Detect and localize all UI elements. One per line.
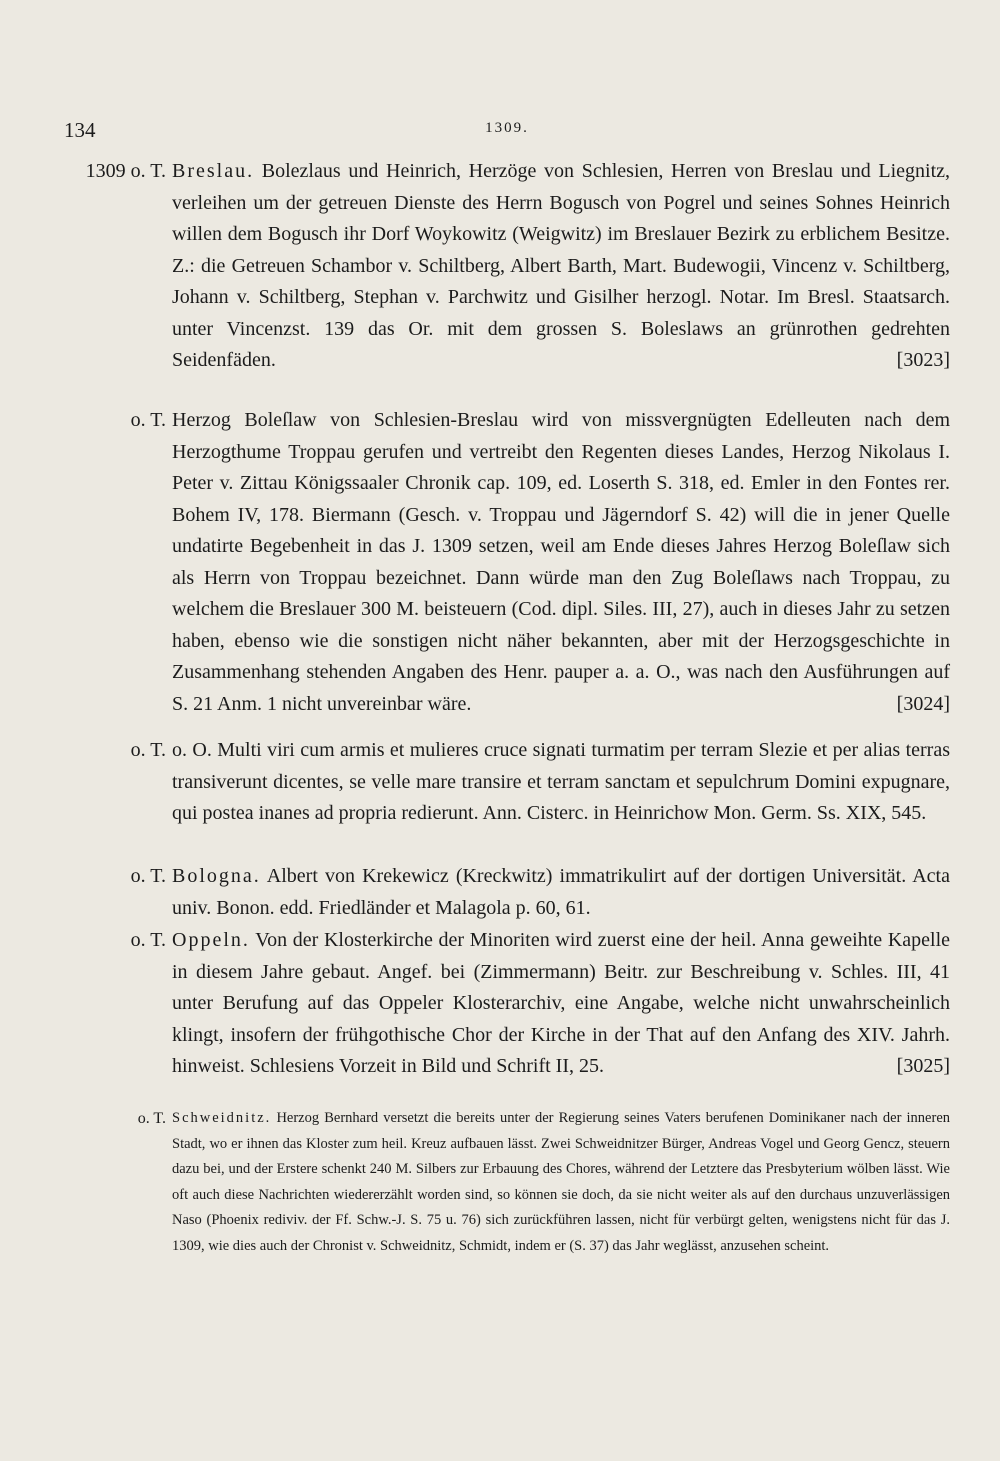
entry-body: Albert von Krekewicz (Kreckwitz) immatrikulirt auf der dortigen Universität. Acta univ. Bonon. edd. Friedländer et Malagola p. 60, 61. — [172, 865, 950, 919]
entry-date: o. T. — [130, 865, 166, 887]
regest-entry-3024 — [62, 405, 950, 720]
entry-number: [3023] — [896, 349, 950, 371]
regest-entry-3023 — [62, 156, 950, 377]
entry-body: Herzog Bernhard versetzt die bereits unter der Regierung seines Vaters berufenen Dominikaner nach der inneren Stadt, wo er ihnen das Kloster zum heil. Kreuz aufbauen lässt. Zwei Schweidnitzer Bürger, Andreas Vogel und Georg Gencz, steuern dazu bei, und der Erstere schenkt 240 M. Silbers zur Erbauung des Chores, während der Letztere das Presbyterium wölben lässt. Wie oft auch diese Nachrichten wiedererzählt worden sind, so können sie doch, da sie nicht weiter als auf den durchaus unzuverlässigen Naso (Phoenix rediviv. der Ff. Schw.-J. S. 75 u. 76) sich zurückführen lassen, nicht für verbürgt gelten, wenigstens nicht für das J. 1309, wie dies auch der Chronist v. Schweidnitz, Schmidt, indem er (S. 37) das Jahr weglässt, anzusehen scheint. — [172, 1110, 951, 1254]
page-header — [64, 118, 950, 142]
entry-body: Multi viri cum armis et mulieres cruce signati turmatim per terram Slezie et per alias terras transiverunt dicentes, se velle mare transire et terram sanctam et sepulchrum Domini expugnare, qui postea inanes ad propria redierunt. Ann. Cisterc. in Heinrichow Mon. Germ. Ss. XIX, 545. — [172, 739, 951, 824]
entry-place: Schweidnitz. — [172, 1110, 272, 1126]
regest-entry-3025 — [62, 925, 950, 1083]
entry-date: o. T. — [130, 929, 166, 951]
entry-body: Herzog Boleſlaw von Schlesien-Breslau wird von missvergnügten Edelleuten nach dem Herzogthume Troppau gerufen und vertreibt den Regenten dieses Landes, Herzog Nikolaus I. Peter v. Zittau Königssaaler Chronik cap. 109, ed. Loserth S. 318, ed. Emler in den Fontes rer. Bohem IV, 178. Biermann (Gesch. v. Troppau und Jägerndorf S. 42) will die in jener Quelle undatirte Begebenheit in das J. 1309 setzen, weil am Ende dieses Jahres Herzog Boleſlaw sich als Herrn von Troppau bezeichnet. Dann würde man den Zug Boleſlaws nach Troppau, zu welchem die Breslauer 300 M. beisteuern (Cod. dipl. Siles. III, 27), auch in dieses Jahr zu setzen haben, ebenso wie die sonstigen nicht näher bekannten, aber mit der Herzogsgeschichte in Zusammenhang stehenden Angaben des Henr. pauper a. a. O., was nach den Ausführungen auf S. 21 Anm. 1 nicht unvereinbar wäre. — [172, 409, 950, 715]
entry-date: o. T. — [130, 739, 166, 761]
entry-date: o. T. — [137, 1110, 166, 1127]
page-number: 134 — [64, 118, 96, 142]
entry-date: 1309 o. T. — [85, 160, 166, 182]
entry-place: Bologna. — [172, 865, 261, 887]
regest-entry-bologna — [62, 861, 950, 924]
running-head-year: 1309. — [485, 120, 529, 136]
entry-number: [3024] — [896, 692, 950, 715]
entry-body: Bolezlaus und Heinrich, Herzöge von Schlesien, Herren von Breslau und Liegnitz, verleihen um der getreuen Dienste des Herrn Bogusch von Pogrel und seines Sohnes Heinrich willen dem Bogusch ihr Dorf Woykowitz (Weigwitz) im Breslauer Bezirk zu erblichem Besitze. Z.: die Getreuen Schambor v. Schiltberg, Albert Barth, Mart. Budewogii, Vincenz v. Schiltberg, Johann v. Schiltberg, Stephan v. Parchwitz und Gisilher herzogl. Notar. Im Bresl. Staatsarch. unter Vincenzst. 139 das Or. mit dem grossen S. Boleslaws an grünrothen gedrehten Seidenfäden. — [172, 160, 951, 371]
entry-body: Von der Klosterkirche der Minoriten wird zuerst eine der heil. Anna geweihte Kapelle in diesem Jahre gebaut. Angef. bei (Zimmermann) Beitr. zur Beschreibung v. Schles. III, 41 unter Berufung auf das Oppeler Klosterarchiv, eine Angabe, welche nicht unwahrscheinlich klingt, insofern der frühgothische Chor der Kirche in der That auf den Anfang des XIV. Jahrh. hinweist. Schlesiens Vorzeit in Bild und Schrift II, 25. — [172, 929, 951, 1077]
entry-place: Oppeln. — [172, 929, 250, 951]
entry-place: Breslau. — [172, 160, 255, 182]
regest-entry-schweidnitz — [62, 1106, 950, 1259]
entry-date: o. T. — [130, 409, 166, 431]
entry-place: o. O. — [172, 739, 212, 761]
entry-number: [3025] — [896, 1055, 950, 1077]
regest-entry-crusaders — [62, 735, 950, 830]
